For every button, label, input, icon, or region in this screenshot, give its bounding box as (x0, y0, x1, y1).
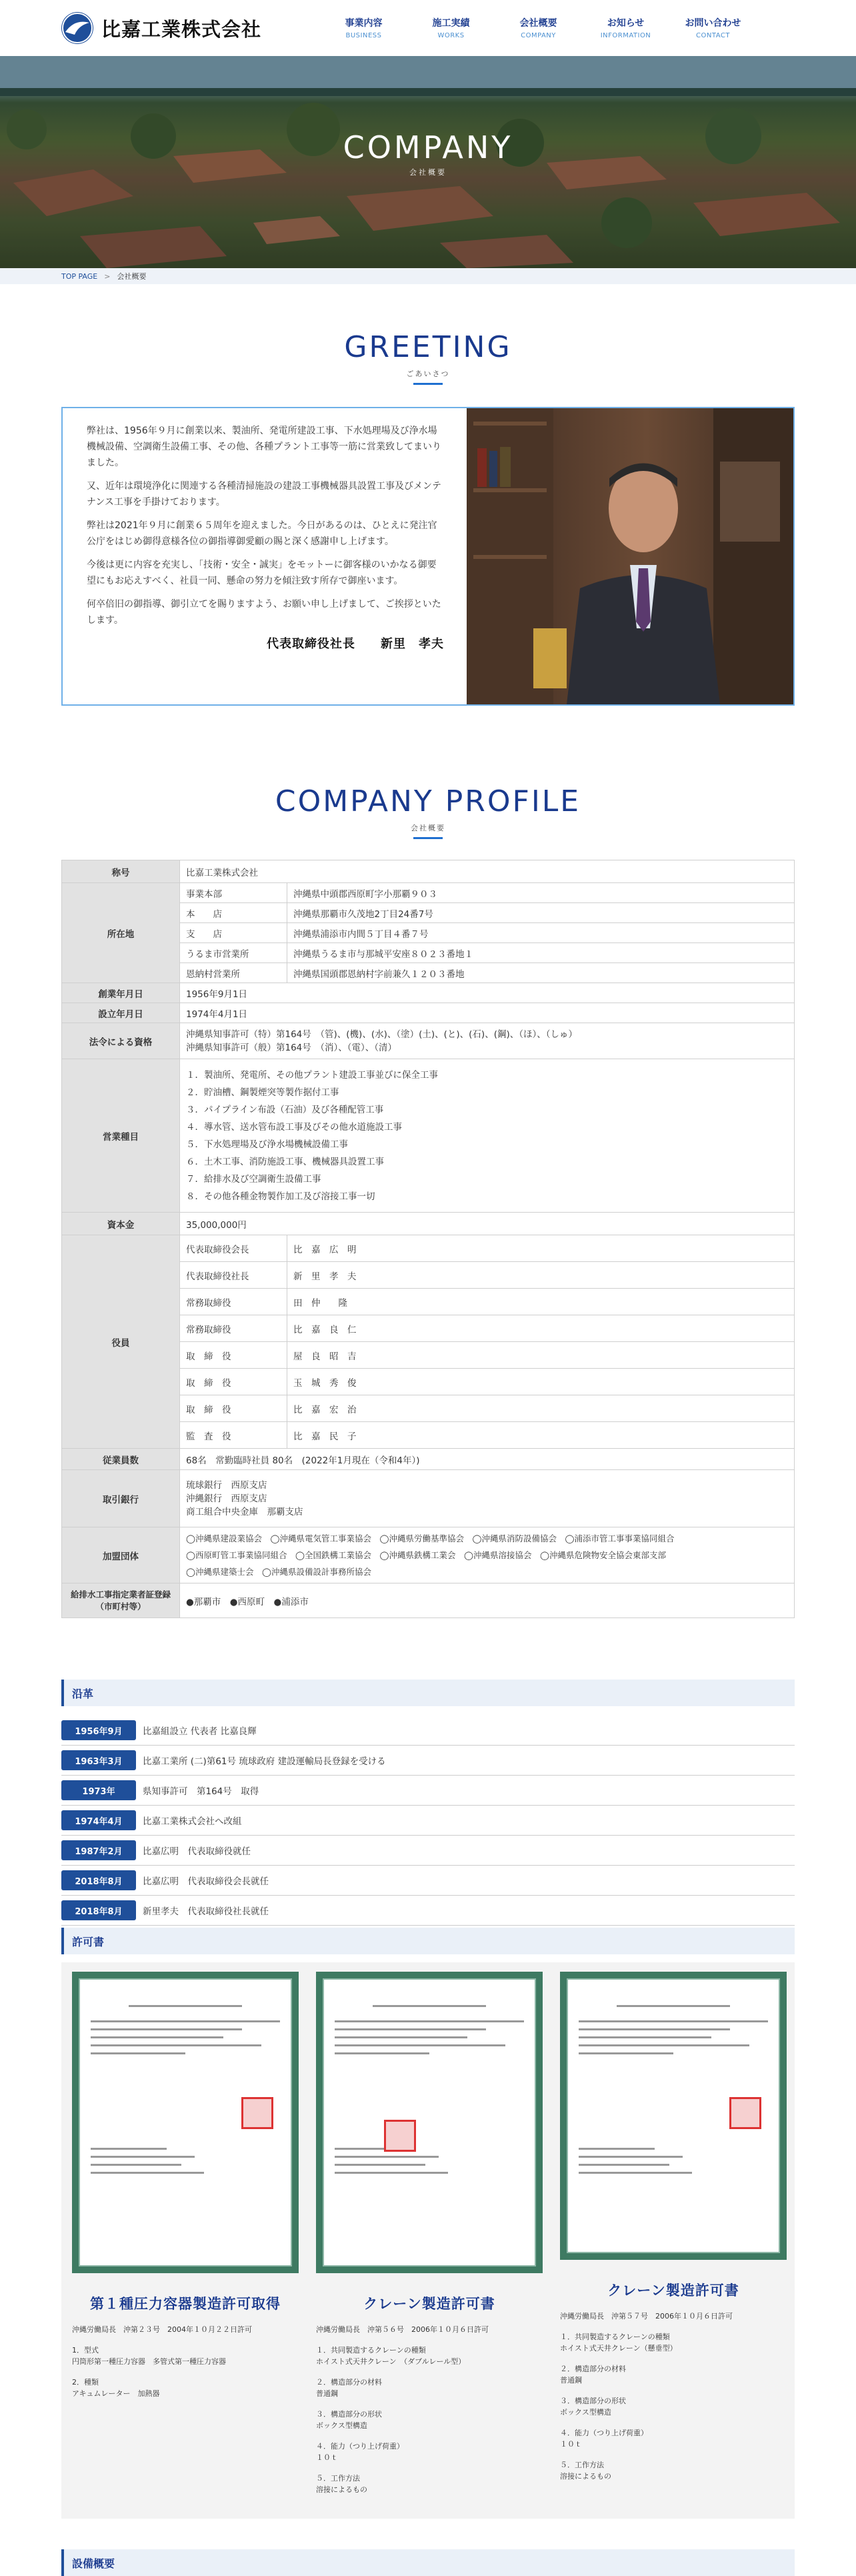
greeting-title: GREETING (344, 330, 512, 364)
logo-text: 比嘉工業株式会社 (101, 17, 262, 41)
business-list (180, 1059, 795, 1213)
hero-banner (0, 56, 856, 268)
officer-role: 取 締 役 (180, 1395, 287, 1422)
president-photo (467, 408, 793, 704)
profile-title: COMPANY PROFILE (275, 784, 581, 818)
row-label: 役員 (62, 1235, 180, 1449)
history-item (61, 1806, 795, 1836)
nav-sublabel: CONTACT (696, 32, 730, 39)
history-list (61, 1716, 795, 1926)
permit-line: 2．種類 アキュムレーター 加熱器 (72, 2378, 160, 2398)
row-label: 設立年月日 (62, 1003, 180, 1023)
group-item: ◯西原町管工事業協同組合 ◯全国鉄構工業協会 ◯沖縄県鉄構工業会 ◯沖縄県溶接協会 ◯沖縄県危険物安全協会東部支部 (186, 1550, 666, 1560)
table-row (62, 1023, 795, 1059)
permit-card (72, 1972, 299, 2519)
nav-works[interactable] (407, 16, 495, 39)
history-text: 県知事許可 第164号 取得 (143, 1786, 259, 1797)
officer-name: 比 嘉 良 仁 (287, 1315, 795, 1342)
profile-subtitle: 会社概要 (411, 824, 445, 832)
bank-item: 沖縄銀行 西原支店 (186, 1493, 267, 1504)
bank-list (180, 1470, 795, 1527)
office-name: 本 店 (180, 903, 287, 923)
greeting-box (61, 407, 795, 706)
history-year: 2018年8月 (61, 1870, 136, 1890)
permit-line: １．共同製造するクレーンの種類 ホイスト式天井クレーン（懸垂型） (560, 2333, 677, 2353)
business-item: ８．その他各種金物製作加工及び溶接工事一切 (186, 1191, 375, 1202)
history-item (61, 1836, 795, 1866)
row-label: 創業年月日 (62, 983, 180, 1003)
office-address: 沖縄県うるま市与那城平安座８０２３番地１ (287, 943, 795, 963)
bank-item: 商工組合中央金庫 那覇支店 (186, 1506, 303, 1517)
permit-line: 沖縄労働局長 沖第２３号 2004年１０月２２日許可 (72, 2325, 252, 2334)
office-name: うるま市営業所 (180, 943, 287, 963)
table-row (62, 1059, 795, 1213)
officer-role: 取 締 役 (180, 1369, 287, 1395)
company-profile-table (61, 860, 795, 1618)
breadcrumb-home-link[interactable]: TOP PAGE (61, 271, 98, 281)
greeting-subtitle: ごあいさつ (406, 370, 450, 378)
history-text: 新里孝夫 代表取締役社長就任 (143, 1906, 269, 1917)
permit-title: クレーン製造許可書 (607, 2283, 739, 2299)
group-list (180, 1527, 795, 1583)
permit-line: 1．型式 円筒形第一種圧力容器 多管式第一種圧力容器 (72, 2346, 226, 2366)
nav-sublabel: INFORMATION (600, 32, 651, 39)
permits-heading: 許可書 (61, 1928, 795, 1954)
officer-name: 玉 城 秀 俊 (287, 1369, 795, 1395)
company-name: 比嘉工業株式会社 (180, 860, 795, 883)
certificate-image[interactable] (72, 1972, 299, 2273)
greeting-paragraph: 弊社は、1956年９月に創業以来、製油所、発電所建設工事、下水処理場及び浄水場機械設備、空調衛生設備工事、その他、各種プラント工事等一筋に営業致してまいりました。 (87, 426, 441, 468)
breadcrumb-separator: > (104, 271, 111, 281)
business-item: ７．給排水及び空調衛生設備工事 (186, 1173, 321, 1185)
business-item: ６．土木工事、消防施設工事、機械器具設置工事 (186, 1156, 384, 1167)
row-label: 取引銀行 (62, 1470, 180, 1527)
nav-label: 施工実績 (432, 18, 470, 29)
business-item: １．製油所、発電所、その他プラント建設工事並びに保全工事 (186, 1069, 438, 1081)
capital-value: 35,000,000円 (180, 1213, 795, 1235)
table-row (62, 1213, 795, 1235)
license-list (180, 1023, 795, 1059)
nav-sublabel: BUSINESS (345, 32, 382, 39)
seal-stamp-icon (241, 2097, 273, 2129)
history-text: 比嘉工業株式会社へ改組 (143, 1816, 242, 1827)
greeting-paragraph: 弊社は2021年９月に創業６５周年を迎えました。今日があるのは、ひとえに発注官公庁をはじめ御得意様各位の御指導御愛顧の賜と深く感謝申し上げます。 (87, 520, 437, 547)
history-text: 比嘉組設立 代表者 比嘉良輝 (143, 1726, 257, 1737)
greeting-paragraph: 又、近年は環境浄化に関連する各種清掃施設の建設工事機械器具設置工事及びメンテナンス工事を手掛けております。 (87, 481, 441, 508)
history-item (61, 1896, 795, 1926)
officer-role: 監 査 役 (180, 1422, 287, 1449)
history-item (61, 1776, 795, 1806)
permit-line: 沖縄労働局長 沖第５７号 2006年１０月６日許可 (560, 2312, 733, 2321)
logo[interactable] (61, 12, 261, 44)
permit-line: ４．能力（つり上げ荷重） １０ｔ (560, 2429, 648, 2449)
office-address: 沖縄県浦添市内間５丁目４番７号 (287, 923, 795, 943)
table-row (62, 883, 795, 903)
table-row (62, 1583, 795, 1618)
row-label: 給排水工事指定業者証登録（市町村等） (62, 1583, 180, 1618)
table-row (62, 1470, 795, 1527)
officer-role: 代表取締役社長 (180, 1262, 287, 1289)
permit-line: ３．構造部分の形状 ボックス型構造 (316, 2410, 382, 2430)
breadcrumb-current: 会社概要 (117, 272, 147, 281)
global-nav (320, 16, 757, 39)
row-label: 従業員数 (62, 1449, 180, 1470)
seal-stamp-icon (384, 2120, 416, 2152)
permit-card (560, 1972, 787, 2519)
permit-line: ５．工作方法 溶接によるもの (316, 2474, 367, 2494)
nav-label: 会社概要 (519, 18, 557, 29)
officer-role: 常務取締役 (180, 1315, 287, 1342)
certificate-image[interactable] (560, 1972, 787, 2260)
permit-line: ２．構造部分の材料 普通鋼 (316, 2378, 382, 2398)
certificate-document (567, 1978, 780, 2253)
nav-contact[interactable] (669, 16, 757, 39)
history-item (61, 1866, 795, 1896)
nav-information[interactable] (582, 16, 669, 39)
history-item (61, 1716, 795, 1746)
office-name: 恩納村営業所 (180, 963, 287, 983)
office-address: 沖縄県国頭郡恩納村字前兼久１２０３番地 (287, 963, 795, 983)
permit-card (316, 1972, 543, 2519)
table-row (62, 1235, 795, 1262)
page-subtitle: 会社概要 (409, 168, 447, 177)
license-item: 沖縄県知事許可（般）第164号 （消）、（電）、（清） (186, 1042, 397, 1053)
permit-title: 第１種圧力容器製造許可取得 (90, 2296, 281, 2312)
nav-label: お知らせ (607, 18, 645, 29)
business-item: ２．貯油槽、鋼製煙突等製作据付工事 (186, 1087, 339, 1098)
history-year: 1956年9月 (61, 1720, 136, 1740)
greeting-message (63, 408, 467, 704)
greeting-heading (0, 330, 856, 385)
permits-panel (61, 1962, 795, 2519)
heading-underline (413, 383, 443, 385)
page-title: COMPANY (343, 129, 513, 165)
row-label: 所在地 (62, 883, 180, 983)
row-label: 営業種目 (62, 1059, 180, 1213)
officer-name: 比 嘉 宏 治 (287, 1395, 795, 1422)
history-text: 比嘉広明 代表取締役就任 (143, 1846, 251, 1857)
greeting-paragraph: 何卒倍旧の御指導、御引立てを賜りますよう、お願い申し上げまして、ご挨拶といたします。 (87, 599, 441, 626)
business-item: ５．下水処理場及び浄水場機械設備工事 (186, 1139, 348, 1150)
group-item: ◯沖縄県建築士会 ◯沖縄県設備設計事務所協会 (186, 1567, 371, 1577)
row-label: 資本金 (62, 1213, 180, 1235)
row-label: 加盟団体 (62, 1527, 180, 1583)
permit-line: ３．構造部分の形状 ボックス型構造 (560, 2397, 626, 2417)
employees-value: 68名 常勤臨時社員 80名 (2022年1月現在（令和4年）) (180, 1449, 795, 1470)
officer-role: 代表取締役会長 (180, 1235, 287, 1262)
history-heading: 沿革 (61, 1680, 795, 1706)
officer-name: 田 仲 隆 (287, 1289, 795, 1315)
history-year: 1987年2月 (61, 1840, 136, 1860)
office-address: 沖縄県那覇市久茂地2丁目24番7号 (287, 903, 795, 923)
table-row (62, 1003, 795, 1023)
permit-title: クレーン製造許可書 (363, 2296, 495, 2312)
table-row (62, 1527, 795, 1583)
history-year: 1973年 (61, 1780, 136, 1800)
office-name: 事業本部 (180, 883, 287, 903)
history-year: 1963年3月 (61, 1750, 136, 1770)
group-item: ◯沖縄県建設業協会 ◯沖縄県電気管工事業協会 ◯沖縄県労働基準協会 ◯沖縄県消防設備協会 ◯浦添市管工事事業協同組合 (186, 1533, 675, 1543)
logo-mark-icon (61, 12, 93, 44)
greeting-paragraph: 今後は更に内容を充実し、「技術・安全・誠実」をモットーに御客様のいかなる御要望にもお応えすべく、社員一同、懸命の努力を傾注致す所存で御座います。 (87, 560, 437, 586)
site-header (0, 0, 856, 56)
certificate-image[interactable] (316, 1972, 543, 2273)
equipment-heading: 設備概要 (61, 2549, 795, 2576)
table-row (62, 860, 795, 883)
business-item: ３．パイプライン布設（石油）及び各種配管工事 (186, 1104, 384, 1115)
founded-date: 1956年9月1日 (180, 983, 795, 1003)
permit-details (316, 2324, 543, 2495)
certificate-document (79, 1978, 292, 2267)
office-address: 沖縄県中頭郡西原町字小那覇９０３ (287, 883, 795, 903)
officer-role: 取 締 役 (180, 1342, 287, 1369)
officer-name: 比 嘉 広 明 (287, 1235, 795, 1262)
history-year: 1974年4月 (61, 1810, 136, 1830)
seal-stamp-icon (729, 2097, 761, 2129)
officer-name: 屋 良 昭 吉 (287, 1342, 795, 1369)
row-label: 法令による資格 (62, 1023, 180, 1059)
table-row (62, 983, 795, 1003)
history-year: 2018年8月 (61, 1900, 136, 1920)
permit-line: １．共同製造するクレーンの種類 ホイスト式天井クレーン （ダブルレール型） (316, 2346, 466, 2366)
permit-line: ５．工作方法 溶接によるもの (560, 2461, 611, 2481)
permit-details (72, 2324, 299, 2399)
certificate-document (323, 1978, 536, 2267)
breadcrumb (0, 268, 856, 284)
heading-underline (413, 837, 443, 839)
history-item (61, 1746, 795, 1776)
business-item: ４．導水管、送水管布設工事及びその他水道施設工事 (186, 1121, 402, 1133)
table-row (62, 1449, 795, 1470)
officer-name: 比 嘉 民 子 (287, 1422, 795, 1449)
officer-role: 常務取締役 (180, 1289, 287, 1315)
license-item: 沖縄県知事許可（特）第164号 （管)、(機)、(水)、（塗）(土)、(と)、(石)、(鋼)、（ほ）、（しゅ） (186, 1029, 577, 1040)
nav-company[interactable] (495, 16, 582, 39)
history-text: 比嘉工業所 (二)第61号 琉球政府 建設運輸局長登録を受ける (143, 1756, 386, 1767)
profile-heading (0, 784, 856, 839)
office-name: 支 店 (180, 923, 287, 943)
nav-sublabel: WORKS (437, 32, 465, 39)
president-signature: 代表取締役社長 新里 孝夫 (267, 637, 444, 651)
bank-item: 琉球銀行 西原支店 (186, 1479, 267, 1491)
nav-label: お問い合わせ (685, 18, 741, 29)
history-text: 比嘉広明 代表取締役会長就任 (143, 1876, 269, 1887)
established-date: 1974年4月1日 (180, 1003, 795, 1023)
permit-line: ２．構造部分の材料 普通鋼 (560, 2365, 626, 2385)
nav-business[interactable] (320, 16, 407, 39)
water-cities: ●那覇市 ●西原町 ●浦添市 (180, 1583, 795, 1618)
officer-name: 新 里 孝 夫 (287, 1262, 795, 1289)
nav-label: 事業内容 (345, 18, 383, 29)
permit-line: ４．能力（つり上げ荷重） １０ｔ (316, 2442, 404, 2462)
permit-details (560, 2311, 787, 2482)
nav-sublabel: COMPANY (521, 32, 556, 39)
permit-line: 沖縄労働局長 沖第５６号 2006年１０月６日許可 (316, 2325, 489, 2334)
row-label: 称号 (62, 860, 180, 883)
